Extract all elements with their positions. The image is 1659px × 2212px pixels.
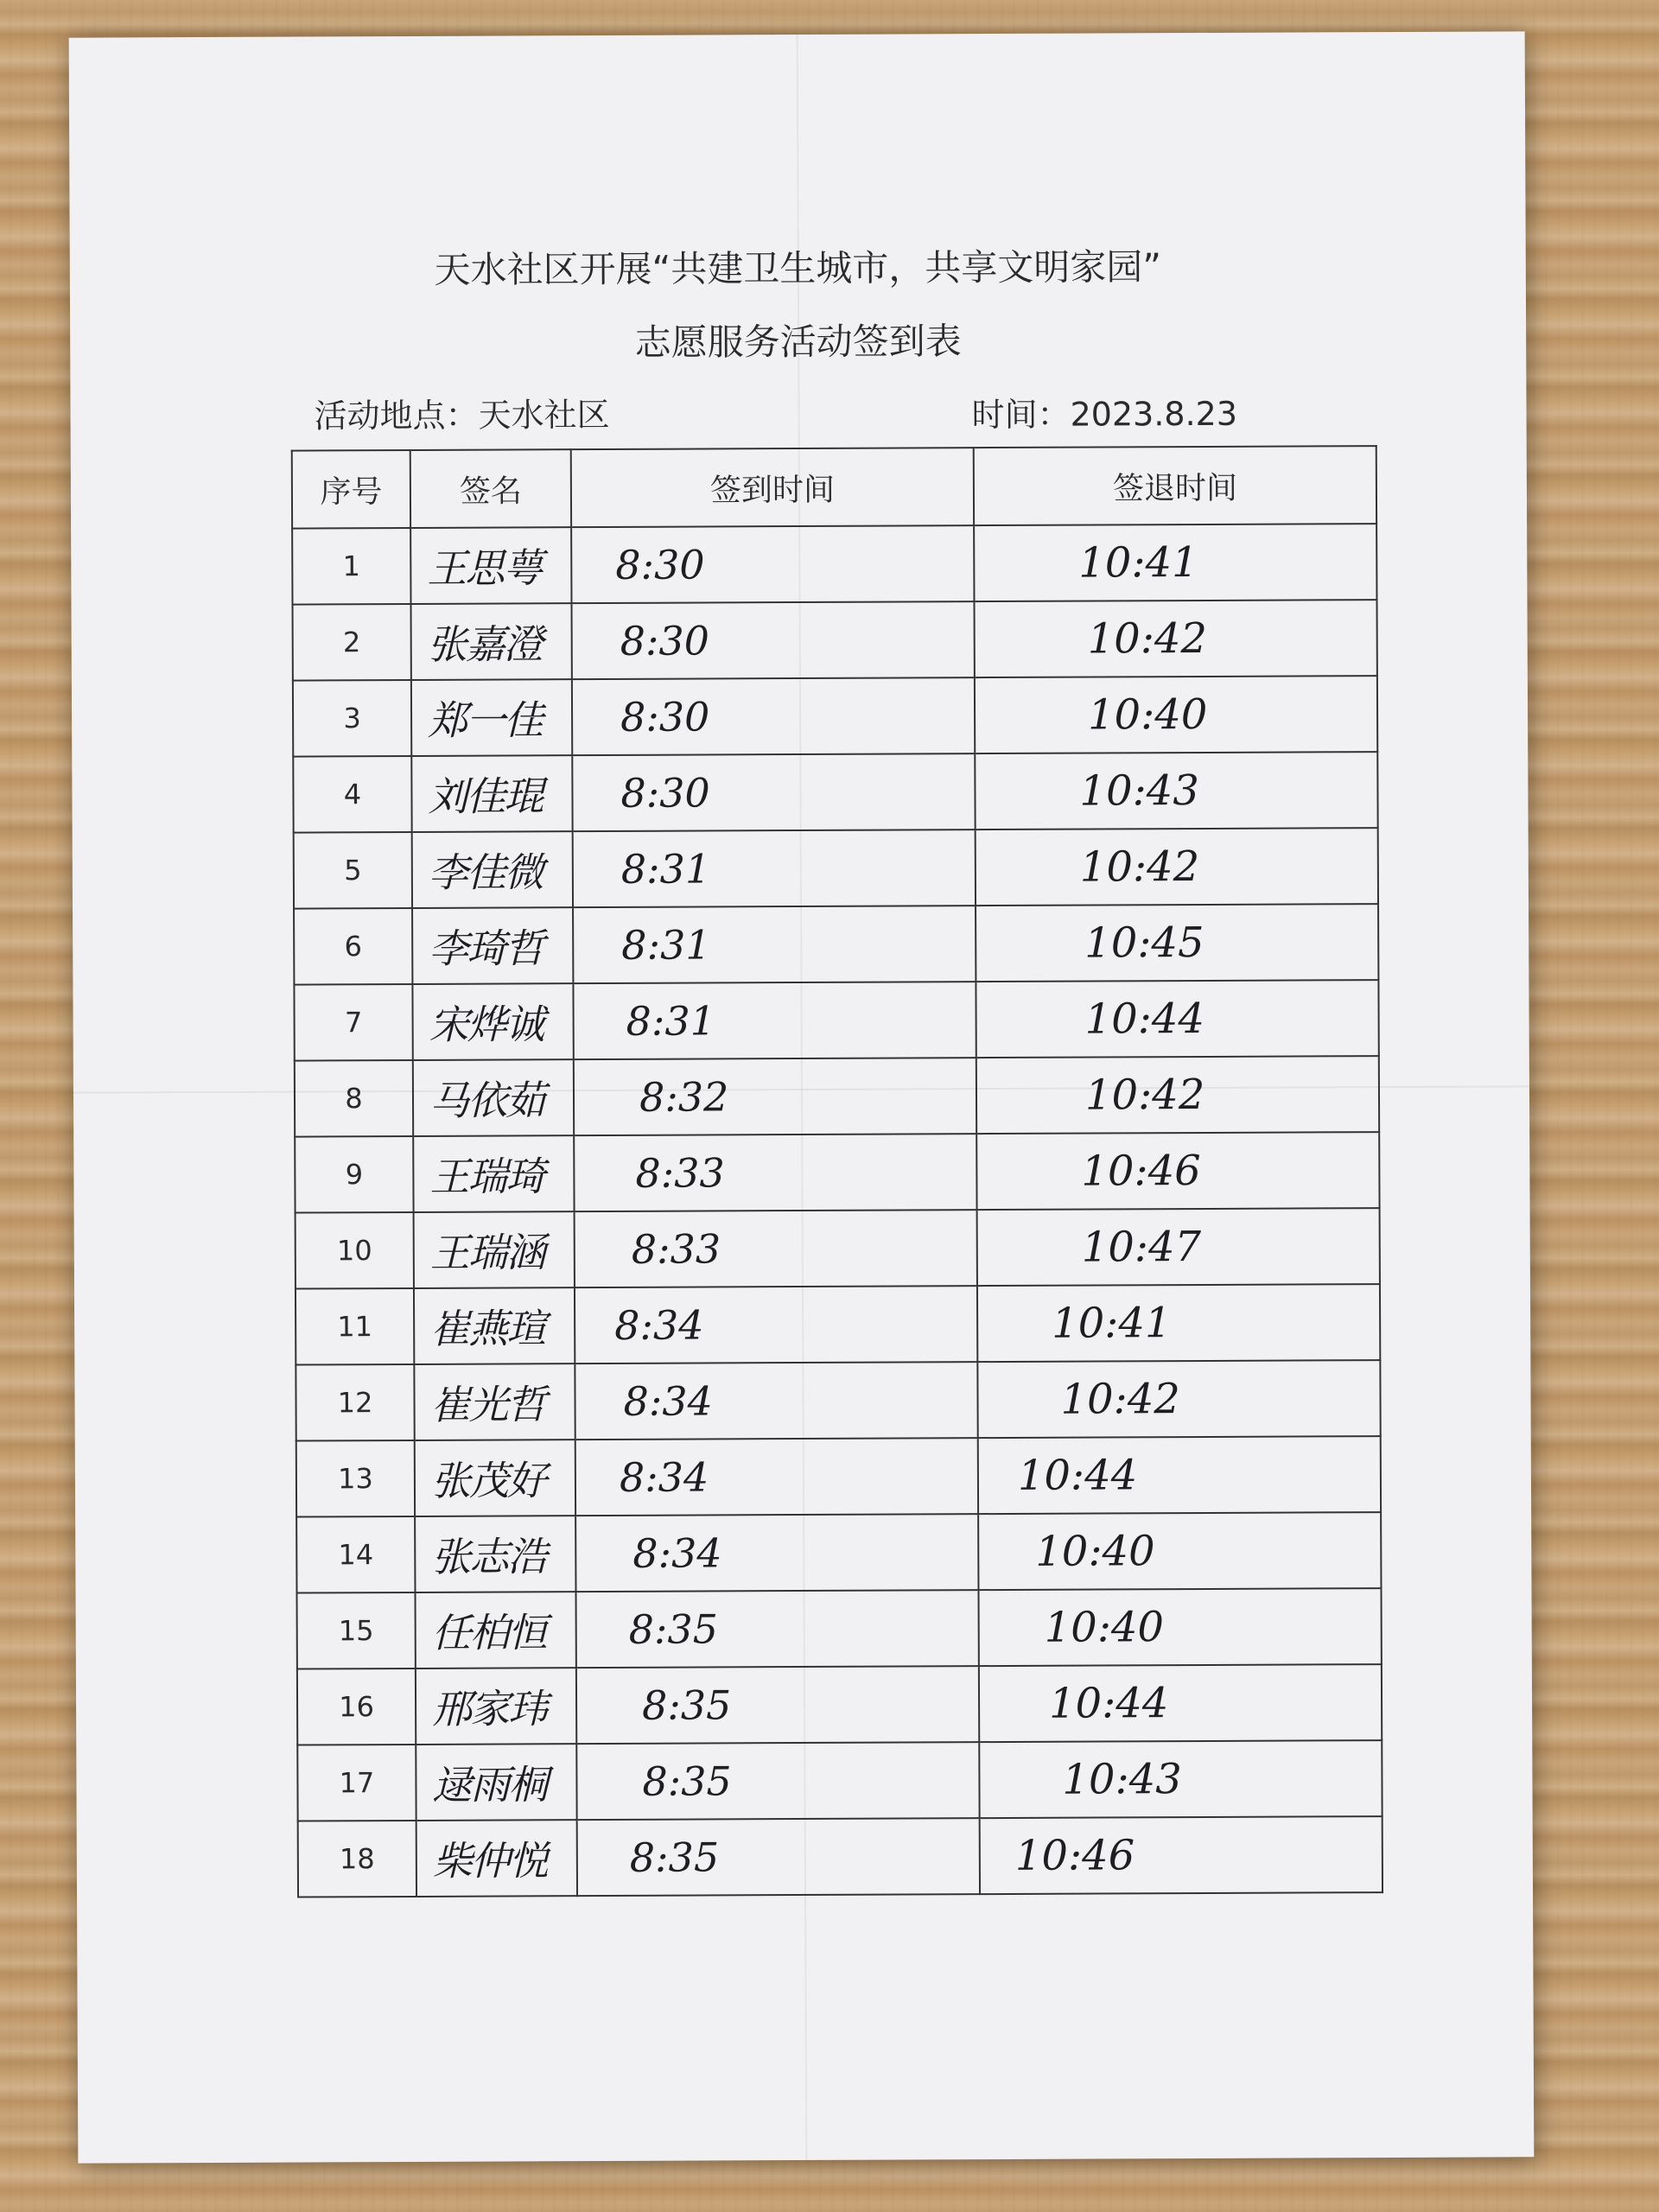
table-row bbox=[293, 752, 1377, 832]
sign-in-time: 8:35 bbox=[629, 1834, 720, 1881]
sign-in-time: 8:33 bbox=[631, 1225, 721, 1273]
signature-name: 王瑞涵 bbox=[429, 1229, 544, 1276]
row-sign-out-cell bbox=[976, 1056, 1379, 1134]
signature-name: 刘佳琨 bbox=[428, 772, 543, 820]
row-seq: 11 bbox=[296, 1288, 414, 1365]
row-sign-in-cell bbox=[573, 982, 976, 1059]
row-seq: 6 bbox=[294, 908, 412, 985]
row-seq: 9 bbox=[295, 1136, 413, 1213]
row-sign-out-cell bbox=[976, 980, 1378, 1058]
signature-name: 张茂好 bbox=[430, 1457, 546, 1504]
row-sign-in-cell bbox=[572, 753, 975, 831]
table-row bbox=[294, 828, 1378, 908]
row-name-cell bbox=[415, 1592, 575, 1669]
signature-name: 马依茹 bbox=[429, 1077, 544, 1124]
row-seq: 8 bbox=[295, 1060, 413, 1137]
activity-location: 活动地点：天水社区 bbox=[314, 395, 610, 435]
sign-in-time: 8:31 bbox=[626, 997, 716, 1045]
sign-out-time: 10:40 bbox=[1087, 690, 1208, 740]
sign-out-time: 10:44 bbox=[1048, 1679, 1169, 1728]
signature-name: 崔光哲 bbox=[430, 1381, 545, 1428]
sign-in-table bbox=[291, 445, 1383, 1897]
row-sign-in-cell bbox=[575, 1362, 977, 1440]
row-seq: 4 bbox=[293, 756, 411, 833]
activity-date: 时间：2023.8.23 bbox=[971, 394, 1238, 435]
row-sign-out-cell bbox=[977, 1284, 1380, 1362]
sheet-title: 天水社区开展“共建卫生城市，共享文明家园” bbox=[434, 245, 1162, 291]
signature-name: 王思萼 bbox=[427, 544, 542, 592]
header-sign-out: 签退时间 bbox=[974, 446, 1376, 525]
sign-in-time: 8:31 bbox=[620, 845, 711, 893]
sign-in-time: 8:30 bbox=[620, 693, 710, 741]
sign-in-time: 8:30 bbox=[620, 617, 710, 664]
row-name-cell bbox=[412, 907, 573, 984]
row-name-cell bbox=[416, 1820, 577, 1897]
row-sign-in-cell bbox=[574, 1058, 976, 1135]
row-sign-out-cell bbox=[978, 1436, 1381, 1514]
table-row bbox=[294, 904, 1378, 984]
row-seq: 15 bbox=[296, 1592, 415, 1669]
row-sign-out-cell bbox=[976, 904, 1378, 982]
row-sign-in-cell bbox=[573, 830, 976, 907]
row-seq: 17 bbox=[297, 1745, 416, 1821]
sign-out-time: 10:41 bbox=[1052, 1299, 1172, 1348]
row-sign-out-cell bbox=[978, 1588, 1381, 1666]
table-row bbox=[298, 1816, 1382, 1897]
row-sign-out-cell bbox=[977, 1360, 1380, 1438]
row-sign-in-cell bbox=[571, 525, 974, 603]
signature-name: 逯雨桐 bbox=[432, 1761, 547, 1808]
table-row bbox=[295, 1132, 1379, 1212]
sign-out-time: 10:46 bbox=[1081, 1146, 1201, 1196]
row-name-cell bbox=[416, 1668, 576, 1745]
row-sign-in-cell bbox=[575, 1210, 977, 1287]
sign-out-time: 10:43 bbox=[1062, 1755, 1182, 1804]
sign-in-time: 8:30 bbox=[620, 769, 710, 817]
row-name-cell bbox=[414, 1287, 575, 1364]
row-seq: 3 bbox=[293, 680, 411, 757]
row-seq: 10 bbox=[296, 1212, 414, 1289]
row-seq: 18 bbox=[298, 1821, 416, 1897]
signature-name: 邢家玮 bbox=[431, 1685, 547, 1732]
row-sign-out-cell bbox=[976, 828, 1378, 906]
signature-name: 李佳微 bbox=[428, 849, 543, 896]
row-name-cell bbox=[412, 831, 573, 908]
sign-out-time: 10:40 bbox=[1035, 1527, 1155, 1576]
row-name-cell bbox=[414, 1211, 575, 1288]
row-sign-out-cell bbox=[974, 524, 1376, 601]
table-row bbox=[296, 1588, 1381, 1669]
sign-in-time: 8:35 bbox=[628, 1605, 719, 1653]
sign-in-sheet-paper bbox=[69, 31, 1535, 2163]
row-name-cell bbox=[411, 755, 572, 832]
sign-out-time: 10:40 bbox=[1044, 1603, 1165, 1652]
signature-name: 郑一佳 bbox=[427, 696, 543, 744]
table-row bbox=[297, 1740, 1382, 1821]
row-sign-in-cell bbox=[572, 601, 975, 679]
header-seq: 序号 bbox=[292, 450, 410, 529]
row-name-cell bbox=[415, 1440, 575, 1516]
row-name-cell bbox=[413, 1135, 574, 1212]
signature-name: 任柏恒 bbox=[431, 1609, 546, 1656]
row-sign-in-cell bbox=[576, 1742, 979, 1820]
table-row bbox=[294, 980, 1378, 1060]
signature-name: 柴仲悦 bbox=[432, 1837, 547, 1885]
table-row bbox=[296, 1512, 1381, 1592]
table-header-row bbox=[292, 446, 1376, 528]
row-seq: 16 bbox=[297, 1669, 416, 1745]
sign-out-time: 10:44 bbox=[1017, 1451, 1138, 1500]
signature-name: 崔燕瑄 bbox=[430, 1305, 545, 1352]
header-sign-in: 签到时间 bbox=[571, 448, 974, 527]
row-sign-out-cell bbox=[979, 1740, 1382, 1818]
row-name-cell bbox=[411, 679, 572, 756]
row-seq: 13 bbox=[296, 1440, 415, 1517]
signature-name: 李琦哲 bbox=[429, 925, 543, 972]
row-name-cell bbox=[414, 1363, 575, 1440]
table-row bbox=[296, 1208, 1380, 1288]
row-sign-out-cell bbox=[978, 1512, 1381, 1590]
sign-out-time: 10:45 bbox=[1084, 918, 1205, 968]
table-row bbox=[297, 1664, 1382, 1745]
signature-name: 张嘉澄 bbox=[427, 620, 542, 668]
row-sign-in-cell bbox=[576, 1666, 979, 1744]
row-seq: 14 bbox=[296, 1516, 415, 1593]
row-sign-in-cell bbox=[575, 1514, 978, 1592]
row-seq: 5 bbox=[294, 832, 412, 909]
row-seq: 12 bbox=[296, 1364, 414, 1441]
row-sign-in-cell bbox=[575, 1438, 978, 1516]
sign-in-time: 8:34 bbox=[632, 1529, 722, 1577]
row-sign-in-cell bbox=[572, 677, 975, 755]
sign-in-time: 8:34 bbox=[614, 1301, 704, 1349]
sign-out-time: 10:46 bbox=[1014, 1831, 1135, 1880]
row-sign-out-cell bbox=[975, 752, 1377, 830]
sign-out-time: 10:44 bbox=[1084, 994, 1205, 1044]
sign-in-time: 8:34 bbox=[619, 1453, 709, 1501]
row-seq: 2 bbox=[293, 604, 411, 681]
table-row bbox=[296, 1436, 1381, 1516]
row-sign-out-cell bbox=[976, 1132, 1379, 1210]
sign-in-time: 8:31 bbox=[621, 921, 711, 969]
row-seq: 7 bbox=[294, 984, 412, 1061]
table-row bbox=[293, 676, 1377, 756]
row-name-cell bbox=[416, 1744, 576, 1821]
sign-in-time: 8:33 bbox=[635, 1149, 725, 1197]
sign-in-time: 8:32 bbox=[639, 1073, 729, 1121]
table-row bbox=[295, 1056, 1379, 1136]
sign-out-time: 10:41 bbox=[1078, 537, 1198, 588]
signature-name: 张志浩 bbox=[431, 1533, 546, 1580]
sign-in-time: 8:30 bbox=[615, 541, 705, 588]
row-name-cell bbox=[413, 1059, 574, 1136]
row-name-cell bbox=[415, 1516, 575, 1592]
row-sign-in-cell bbox=[573, 906, 976, 983]
sign-out-time: 10:42 bbox=[1079, 842, 1200, 892]
sign-in-time: 8:35 bbox=[641, 1681, 732, 1729]
row-seq: 1 bbox=[292, 528, 410, 605]
sign-out-time: 10:43 bbox=[1079, 766, 1199, 816]
row-sign-out-cell bbox=[977, 1208, 1380, 1286]
row-name-cell bbox=[410, 527, 571, 604]
row-sign-out-cell bbox=[980, 1816, 1382, 1894]
sign-out-time: 10:42 bbox=[1087, 613, 1208, 664]
table-row bbox=[296, 1284, 1380, 1364]
row-sign-out-cell bbox=[975, 676, 1377, 753]
row-name-cell bbox=[412, 983, 573, 1060]
sign-out-time: 10:42 bbox=[1084, 1070, 1205, 1120]
header-name: 签名 bbox=[410, 449, 571, 528]
signature-name: 宋烨诚 bbox=[429, 1001, 543, 1048]
row-sign-in-cell bbox=[574, 1134, 976, 1211]
row-sign-out-cell bbox=[974, 600, 1376, 677]
row-sign-in-cell bbox=[575, 1286, 977, 1363]
sign-out-time: 10:42 bbox=[1060, 1375, 1180, 1424]
sign-in-time: 8:34 bbox=[623, 1377, 713, 1425]
table-row bbox=[296, 1360, 1380, 1440]
signature-name: 王瑞琦 bbox=[429, 1153, 544, 1200]
sheet-subtitle: 志愿服务活动签到表 bbox=[634, 320, 962, 364]
table-row bbox=[293, 600, 1377, 680]
sign-in-time: 8:35 bbox=[642, 1758, 732, 1805]
sign-out-time: 10:47 bbox=[1081, 1222, 1202, 1272]
row-sign-in-cell bbox=[575, 1590, 978, 1668]
row-name-cell bbox=[411, 603, 572, 680]
row-sign-in-cell bbox=[577, 1818, 980, 1896]
row-sign-out-cell bbox=[979, 1664, 1382, 1742]
table-row bbox=[292, 524, 1376, 604]
